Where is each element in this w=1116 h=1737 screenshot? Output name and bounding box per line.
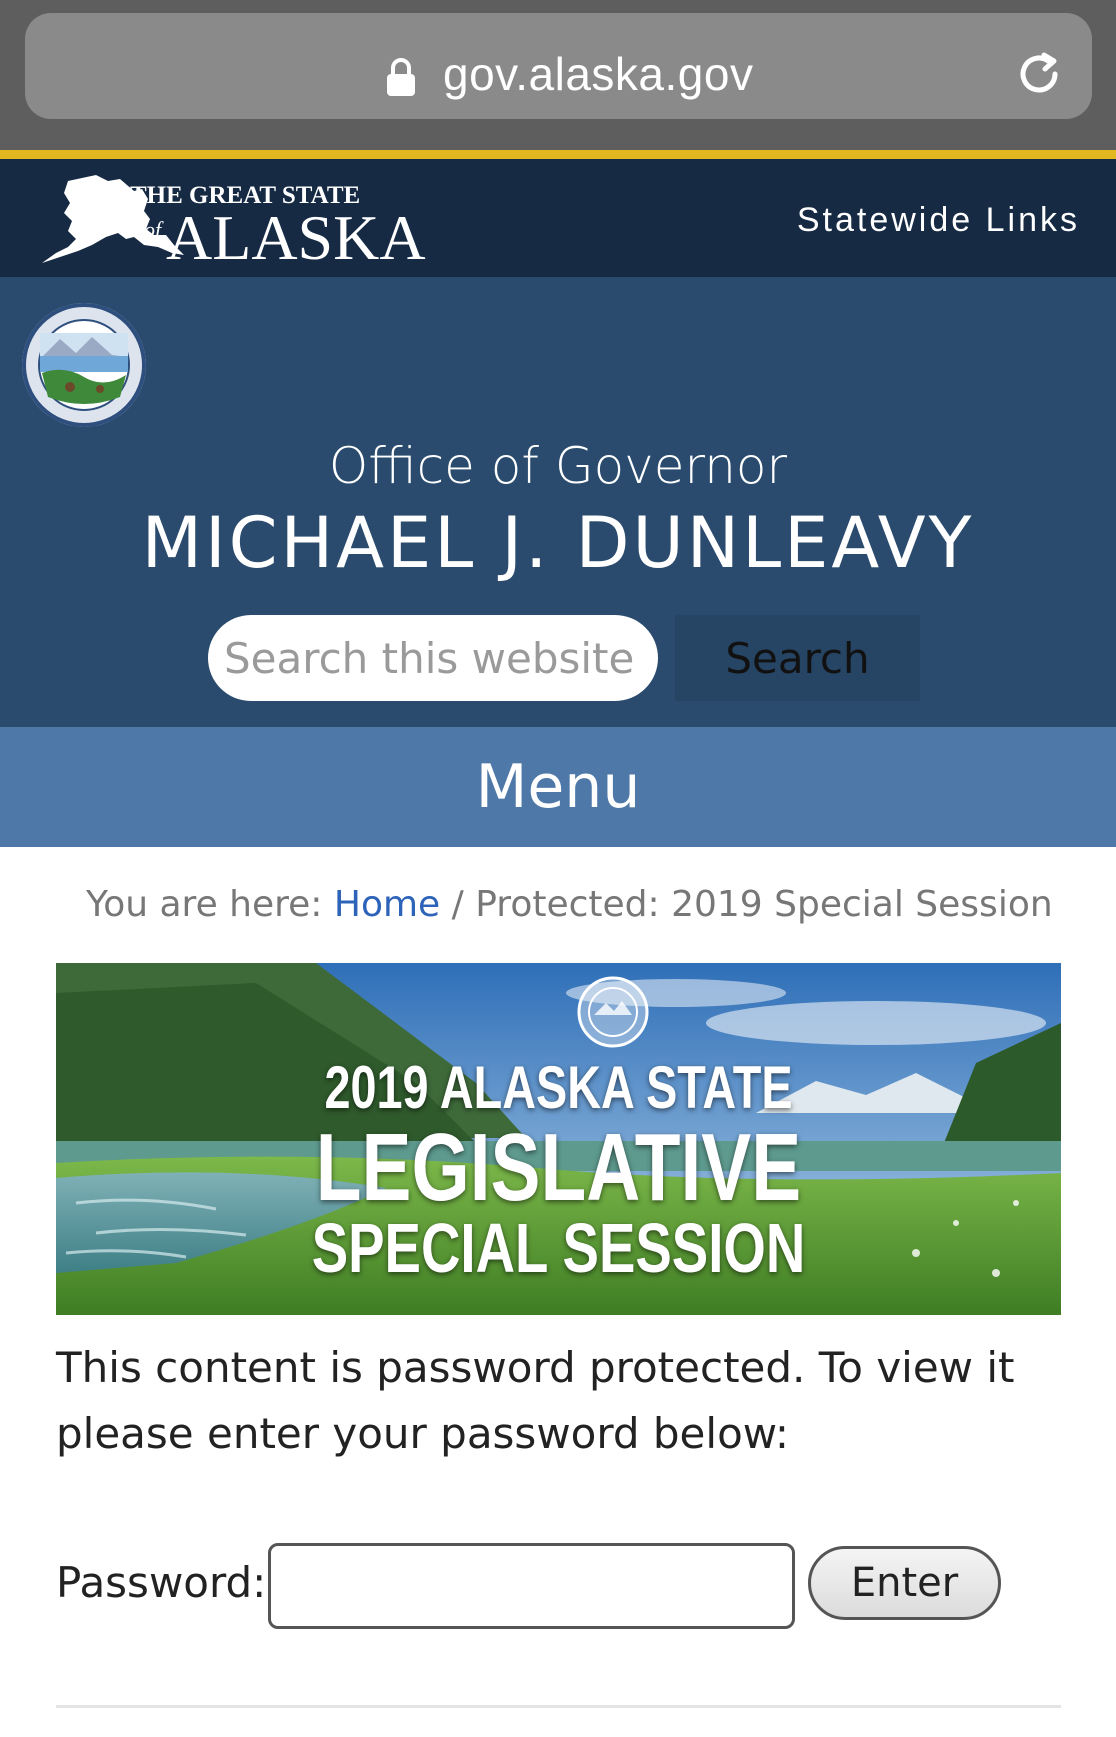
breadcrumb	[86, 884, 1053, 925]
address-bar[interactable]	[25, 13, 1092, 119]
hero-title-line3: SPECIAL SESSION	[311, 1209, 806, 1287]
menu-bar[interactable]	[0, 727, 1116, 847]
governor-name: MICHAEL J. DUNLEAVY	[141, 502, 975, 584]
search-button[interactable]: Search	[675, 615, 920, 701]
password-notice: This content is password protected. To view it please enter your password below:	[56, 1343, 1015, 1458]
breadcrumb-prefix: You are here:	[86, 884, 323, 925]
hero-title-line2: LEGISLATIVE	[315, 1114, 802, 1221]
breadcrumb-home-link[interactable]: Home	[333, 884, 441, 925]
logo-top-text: THE GREAT STATE	[130, 182, 361, 209]
url-text[interactable]: gov.alaska.gov	[443, 48, 754, 100]
browser-toolbar	[0, 0, 1116, 152]
governor-banner	[0, 277, 1116, 727]
special-session-hero-image	[56, 963, 1061, 1315]
great-state-of-alaska-logo[interactable]	[38, 171, 458, 271]
statewide-links-link[interactable]: Statewide Links	[796, 201, 1080, 239]
office-title: Office of Governor	[328, 437, 788, 495]
state-seal-icon[interactable]	[20, 301, 148, 429]
gold-divider	[0, 150, 1116, 159]
search-input[interactable]	[208, 615, 658, 701]
logo-main-text: ALASKA	[166, 202, 426, 271]
hero-seal-icon	[576, 975, 650, 1049]
hero-title-line1: 2019 ALASKA STATE	[324, 1054, 793, 1121]
reload-icon[interactable]	[1014, 49, 1064, 99]
state-header	[0, 159, 1116, 277]
password-field[interactable]	[268, 1543, 795, 1629]
lock-icon	[385, 57, 417, 97]
menu-toggle[interactable]: Menu	[475, 752, 641, 822]
logo-of-text: of	[144, 217, 162, 242]
breadcrumb-current: Protected: 2019 Special Session	[475, 884, 1053, 925]
enter-button[interactable]: Enter	[808, 1546, 1001, 1620]
password-label: Password:	[56, 1558, 267, 1607]
content-divider	[56, 1705, 1061, 1708]
breadcrumb-separator: /	[451, 884, 464, 925]
